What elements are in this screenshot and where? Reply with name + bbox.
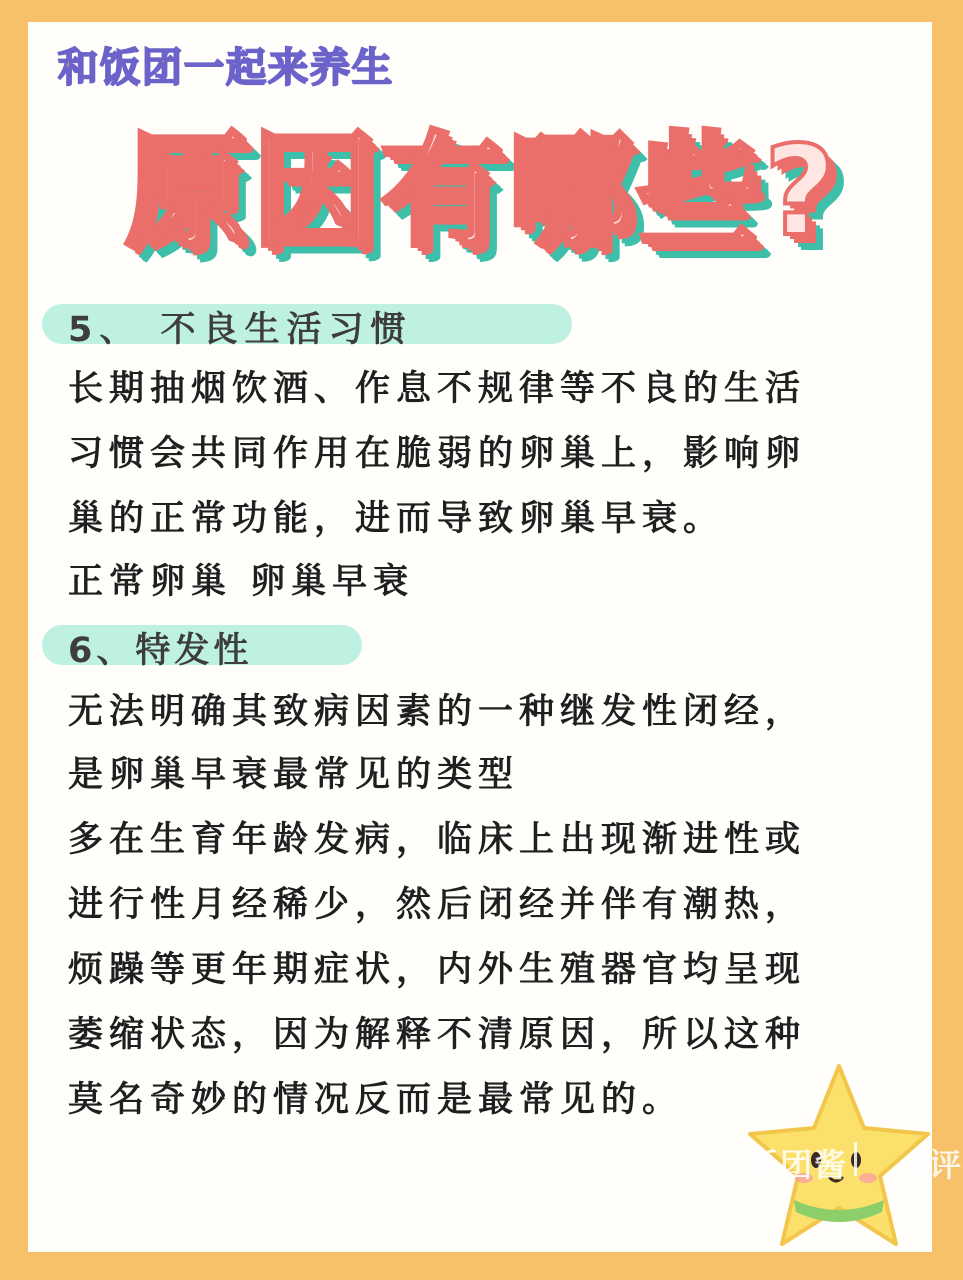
watermark-brand: 饭团酱 <box>746 1146 849 1184</box>
section-title-6: 6、特发性 <box>68 631 253 671</box>
section-6-line-1: 无法明确其致病因素的一种继发性闭经， <box>68 692 807 732</box>
brand-title: 和饭团一起来养生 <box>58 45 394 91</box>
section-5-line-2: 习惯会共同作用在脆弱的卵巢上，影响卵 <box>68 434 807 474</box>
section-6-line-6: 萎缩状态，因为解释不清原因，所以这种 <box>68 1015 807 1055</box>
section-header-5 <box>42 304 572 350</box>
section-5-line-3: 巢的正常功能，进而导致卵巢早衰。 <box>68 499 725 539</box>
watermark-suffix: Ⅱ评 <box>908 1146 962 1184</box>
section-6-line-7: 莫名奇妙的情况反而是最常见的。 <box>68 1080 684 1120</box>
headline: 原因有哪些? <box>124 120 840 264</box>
section-header-6 <box>42 625 362 671</box>
watermark-divider <box>854 1142 857 1176</box>
section-6-line-2: 是卵巢早衰最常见的类型 <box>68 755 520 795</box>
poster-card <box>28 22 962 1252</box>
section-6-line-4: 进行性月经稀少，然后闭经并伴有潮热， <box>68 885 807 925</box>
section-5-line-1: 长期抽烟饮酒、作息不规律等不良的生活 <box>68 369 807 409</box>
section-6-line-3: 多在生育年龄发病，临床上出现渐进性或 <box>68 820 807 860</box>
section-title-5: 5、 不良生活习惯 <box>68 310 413 350</box>
section-5-line-4: 正常卵巢 卵巢早衰 <box>68 562 415 602</box>
section-6-line-5: 烦躁等更年期症状，内外生殖器官均呈现 <box>68 950 807 990</box>
